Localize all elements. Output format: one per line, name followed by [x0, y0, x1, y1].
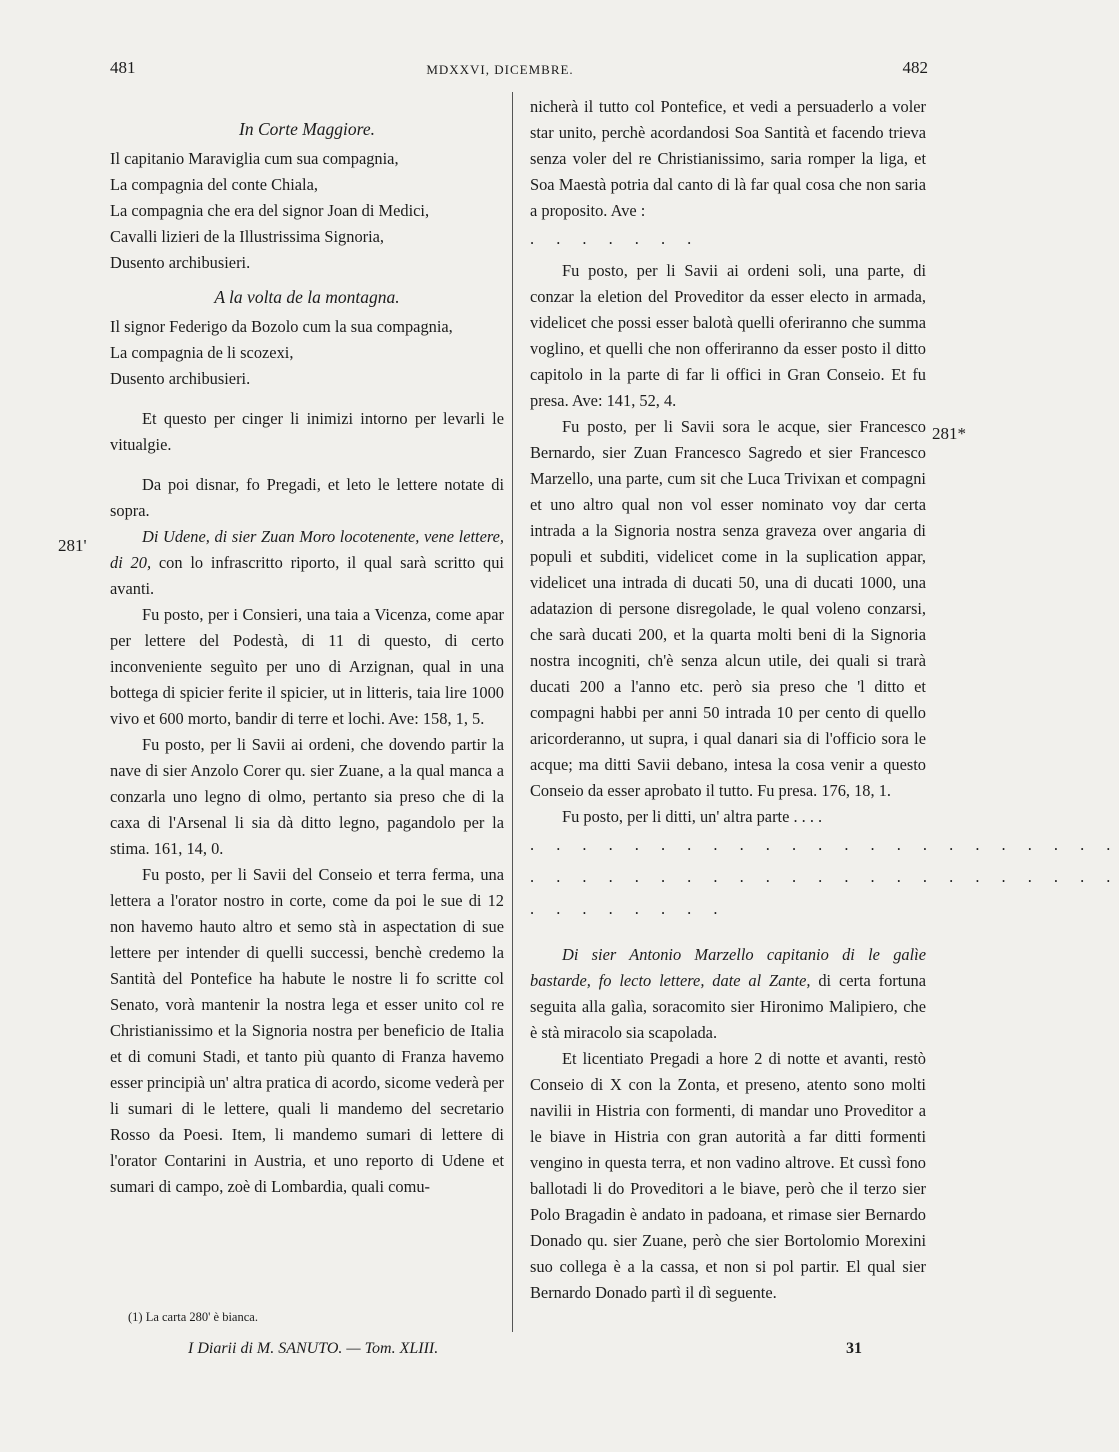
- list-item: La compagnia che era del signor Joan di Medici,: [110, 201, 430, 220]
- paragraph: Fu posto, per li Savii sora le acque, sier Francesco Bernardo, sier Zuan Francesco Sagredo et sier Francesco Marzello, una parte, cum sit che Luca Trivixan et compagni et uno altro qual non vol esser nominato voy dar certa intrada a la Signoria nostra senza graveza over angaria di populi et subditi, videlicet come in la suplication appar, videlicet una intrada di ducati 50, una di ducati 1000, una adatazion di persone disregolade, le qual voleno conzarsi, che sarà ducati 200, et la quarta molti beni di la Signoria nostra incogniti, ch'è senza alcun utile, dei quali si trarà ducati 200 a l'anno etc. però sia preso che 'l ditto et compagni habbi per anni 50 intrada 10 per cento di quello aricorderanno, ut supra, i qual danari sia di l'officio sora le acque; ma ditti Savii debano, intesa la cosa venir a questo Conseio da esser aprobato il tutto. Fu presa. 176, 18, 1.: [530, 417, 926, 800]
- column-divider: [512, 92, 513, 1332]
- section-heading-montagna: A la volta de la montagna.: [214, 287, 400, 307]
- running-title: MDXXVI, DICEMBRE.: [426, 62, 574, 77]
- letter-source: Di sier Antonio Marzello capitanio di le galìe bastarde, fo lecto lettere, date al Zante,: [530, 945, 926, 990]
- letter-text: con lo infrascritto riporto, il qual sarà scritto qui avanti.: [110, 553, 504, 598]
- page-number-left: 481: [110, 58, 136, 77]
- paragraph: Da poi disnar, fo Pregadi, et leto le lettere notate di sopra.: [110, 475, 504, 520]
- volume-citation: I Diarii di M. SANUTO. — Tom. XLIII.: [188, 1340, 439, 1357]
- page-number-right: 482: [902, 58, 928, 77]
- ellipsis-line: . . . . . . . . . . . . . . . . . . . . . . .: [530, 867, 1119, 886]
- letter-source: Di Udene, di sier Zuan Moro locotenente, vene lettere, di 20,: [110, 527, 504, 572]
- list-item: Cavalli lizieri de la Illustrissima Signoria,: [110, 227, 385, 246]
- paragraph: Fu posto, per li Savii del Conseio et terra ferma, una lettera a l'orator nostro in corte, come da poi le sue di 12 non havemo hauto altro et semo stà in aspectation di sue lettere per intender di quelli successi, benchè credemo la Santità del Pontefice ha habute le nostre li fo scritte col Senato, vorà mantenir la nostra lega et esser unito col re Christianissimo et la Signoria nostra per beneficio de Italia et di comuni Stadi, et tanto più quanto di Franza havemo esser principià un' altra pratica di acordo, sicome vederà per li sumari di le lettere, quali li mandemo del secretario Rosso da Poesi. Item, li mandemo sumari di lettere di l'orator Contarini in Austria, et uno reporto di Udene et sumari di campo, zoè di Lombardia, quali comu-: [110, 865, 504, 1196]
- list-item: La compagnia del conte Chiala,: [110, 175, 318, 194]
- section-heading-corte-maggiore: In Corte Maggiore.: [239, 119, 375, 139]
- footnote: (1) La carta 280' è bianca.: [128, 1310, 258, 1324]
- margin-note-left: 281': [58, 536, 87, 555]
- paragraph: nicherà il tutto col Pontefice, et vedi a persuaderlo a voler star unito, perchè acordandosi Soa Santità et facendo trieva senza voler del re Christianissimo, saria romper la liga, et Soa Maestà potria dal canto di là far qual cosa che non saria a proposito. Ave :: [530, 97, 926, 220]
- paragraph: Et questo per cinger li inimizi intorno per levarli le vitualgie.: [110, 409, 504, 454]
- list-item: Dusento archibusieri.: [110, 369, 251, 388]
- ellipsis-line: . . . . . . . .: [530, 899, 727, 918]
- paragraph: [530, 942, 926, 1046]
- list-item: La compagnia de li scozexi,: [110, 343, 294, 362]
- margin-note-right: 281*: [932, 424, 966, 443]
- paragraph: Fu posto, per i Consieri, una taia a Vicenza, come apar per lettere del Podestà, di 11 di questo, di certo inconveniente seguìto per uno di Arzignan, qual in una bottega di spicier ferite il spicier, ut in litteris, taia lire 1000 vivo et 600 morto, bandir di terre et lochi. Ave: 158, 1, 5.: [110, 605, 504, 728]
- paragraph: [110, 524, 504, 602]
- ellipsis-line: . . . . . . .: [530, 229, 701, 248]
- paragraph: Et licentiato Pregadi a hore 2 di notte et avanti, restò Conseio di X con la Zonta, et preseno, atento sono molti navilii in Histria con formenti, di mandar uno Proveditor a le biave in Histria con gran autorità a far ditti formenti vengino in questa terra, et non vadino altrove. Et cussì fono ballotadi li do Proveditori a le biave, però che il terzo sier Polo Bragadin è andato in padoana, et rimase sier Bernardo Donado qu. sier Zuane, però che sier Bortolomio Morexini suo collega è a la cassa, et non si pol partir. El qual sier Bernardo Donado partì il dì seguente.: [530, 1049, 926, 1302]
- ellipsis-line: . . . . . . . . . . . . . . . . . . . . . . .: [530, 835, 1119, 854]
- paragraph: Fu posto, per li ditti, un' altra parte . . . .: [562, 807, 823, 826]
- list-item: Il signor Federigo da Bozolo cum la sua compagnia,: [110, 317, 453, 336]
- list-item: Dusento archibusieri.: [110, 253, 251, 272]
- signature-mark: 31: [846, 1340, 862, 1357]
- paragraph: Fu posto, per li Savii ai ordeni soli, una parte, di conzar la eletion del Proveditor da esser electo in armada, videlicet che possi esser balotà quelli oferiranno che summa voglino, et quelli che non offeriranno da esser posto il ditto capitolo in la parte di far li offici in Gran Conseio. Et fu presa. Ave: 141, 52, 4.: [530, 261, 926, 410]
- left-column: [110, 112, 504, 1200]
- paragraph: Fu posto, per li Savii ai ordeni, che dovendo partir la nave di sier Anzolo Corer qu. sier Zuane, a la qual manca a conzarla uno legno di olmo, pertanto sia preso che di la caxa di l'Arsenal li sia dà ditto legno, pagandolo per la stima. 161, 14, 0.: [110, 735, 504, 858]
- letter-text: di certa fortuna seguita alla galìa, soracomito sier Hironimo Malipiero, che è stà miracolo sia scapolada.: [530, 971, 926, 1042]
- list-item: Il capitanio Maraviglia cum sua compagnia,: [110, 149, 399, 168]
